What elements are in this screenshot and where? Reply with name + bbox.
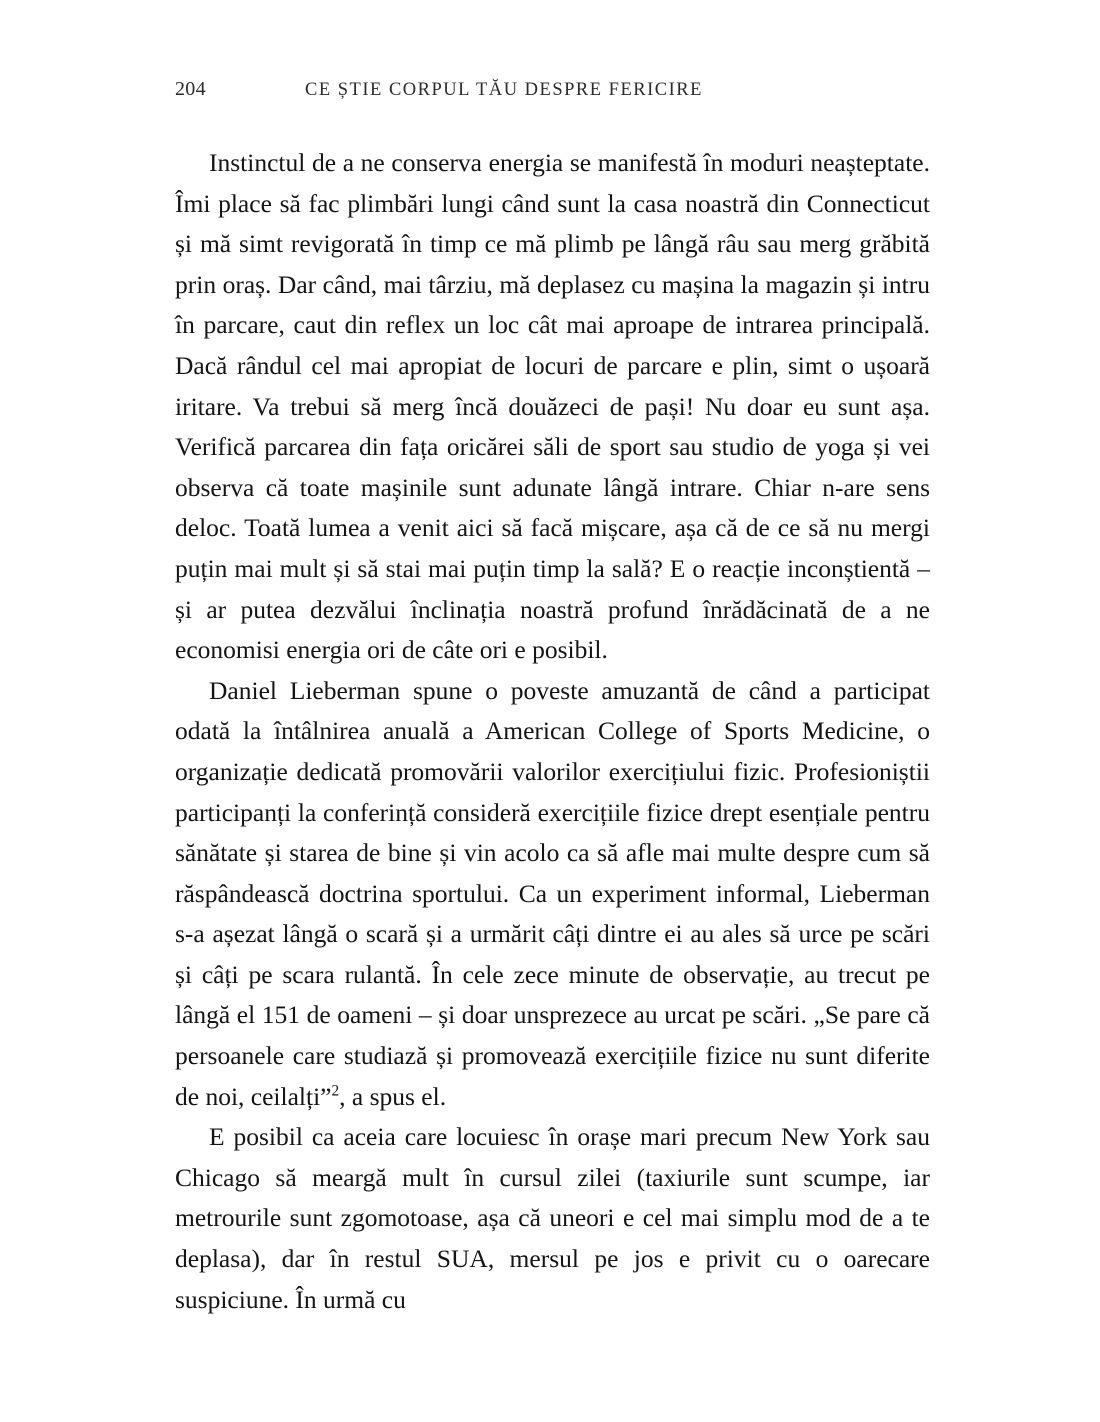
page-number: 204 bbox=[175, 78, 206, 100]
paragraph-2-tail: , a spus el. bbox=[339, 1081, 447, 1111]
paragraph-1: Instinctul de a ne conserva energia se manifestă în moduri neașteptate. Îmi place să fac plimbări lungi când sunt la casa noastră din Connecticut și mă simt revigorată în timp ce mă plimb pe lângă râu sau merg grăbită prin oraș. Dar când, mai târziu, mă deplasez cu mașina la magazin și intru în parcare, caut din reflex un loc cât mai aproape de intrarea principală. Dacă rândul cel mai apropiat de locuri de parcare e plin, simt o ușoară iritare. Va trebui să merg încă douăzeci de pași! Nu doar eu sunt așa. Verifică parcarea din fața oricărei săli de sport sau studio de yoga și vei observa că toate mașinile sunt adunate lângă intrare. Chiar n-are sens deloc. Toată lumea a venit aici să facă mișcare, așa că de ce să nu mergi puțin mai mult și să stai mai puțin timp la sală? E o reacție inconștientă – și ar putea dezvălui înclinația noastră profund înrădăcinată de a ne economisi energia ori de câte ori e posibil. bbox=[175, 148, 930, 665]
running-head-title: CE ȘTIE CORPUL TĂU DESPRE FERICIRE bbox=[305, 80, 703, 100]
running-head bbox=[175, 78, 930, 101]
body-text bbox=[175, 143, 930, 1320]
footnote-reference: 2 bbox=[331, 1082, 340, 1100]
paragraph-2-text: Daniel Lieberman spune o poveste amuzantă de când a participat odată la întâlnirea anuală a American College of Sports Medicine, o organizație dedicată promovării valorilor exercițiului fizic. Profesioniștii participanți la conferință consideră exercițiile fizice drept esențiale pentru sănătate și starea de bine și vin acolo ca să afle mai multe despre cum să răspândească doctrina sportului. Ca un experiment informal, Lieberman s-a așezat lângă o scară și a urmărit câți dintre ei au ales să urce pe scări și câți pe scara rulantă. În cele zece minute de observație, au trecut pe lângă el 151 de oameni – și doar unsprezece au urcat pe scări. „Se pare că persoanele care studiază și promovează exercițiile fizice nu sunt diferite de noi, ceilalți” bbox=[175, 675, 930, 1111]
page-content bbox=[175, 78, 930, 1320]
paragraph-3: E posibil ca aceia care locuiesc în orașe mari precum New York sau Chicago să meargă mult în cursul zilei (taxiurile sunt scumpe, iar metrourile sunt zgomotoase, așa că uneori e cel mai simplu mod de a te deplasa), dar în restul SUA, mersul pe jos e privit cu o oarecare suspiciune. În urmă cu bbox=[175, 1122, 930, 1314]
paragraph-2 bbox=[175, 671, 930, 1118]
